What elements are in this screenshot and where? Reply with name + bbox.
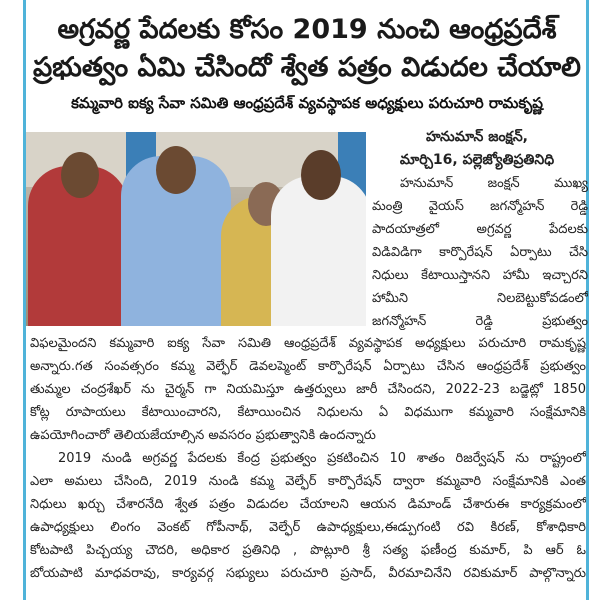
body-line: నిధులు ఖర్చు చేశారనేది శ్వేత పత్రం విడుదల చేయాలని ఆయన డిమాండ్ చేశారుఈ కార్యక్రమంలో [30, 497, 586, 512]
column-line: హామీని నిలబెట్టుకోవడంలో [372, 291, 588, 306]
column-line: విడివిడిగా కార్పొరేషన్ ఏర్పాటు చేసి [372, 245, 588, 260]
dateline-date: మార్చి16, పల్లెజ్యోతిప్రతినిధి [399, 152, 555, 168]
headline-line-1: అగ్రవర్ణ పేదలకు కోసం 2019 నుంచి ఆంధ్రప్రదేశ్ [57, 14, 557, 45]
body-line: కోట్ల రూపాయలు కేటాయించారని, కేటాయించిన నిధులను ఏ విధముగా కమ్మవారి సంక్షేమానికి [30, 405, 586, 420]
subheadline: కమ్మవారి ఐక్య సేవా సమితి ఆంధ్రప్రదేశ్ వ్యవస్థాపక అధ్యక్షులు పరుచూరి రామకృష్ణ [71, 94, 543, 112]
body-line: అన్నారు.గత సంవత్సరం కమ్మ వెల్ఫేర్ డెవలప్మెంట్ కార్పొరేషన్ ఏర్పాటు చేసిన ఆంధ్రప్రదేశ్ ప్రభుత్వం [30, 359, 586, 374]
article-body [30, 332, 586, 585]
news-photo [26, 132, 366, 326]
body-line: ఉపాధ్యక్షులు లింగం వెంకట్ గోపీనాథ్, వెల్ఫేర్ ఉపాధ్యక్షులు,ఈడ్పుగంటి రవి కిరణ్, కోశాధికారి [30, 520, 586, 535]
dateline-place: హనుమాన్ జంక్షన్, [426, 129, 528, 145]
body-line: బోయపాటి మాధవరావు, కార్యవర్గ సభ్యులు పరుచూరి ప్రసాద్, వీరమాచినేని రవికుమార్ పాల్గొన్నారు [30, 566, 586, 581]
column-line: పాదయాత్రలో అగ్రవర్ణ పేదలకు [372, 222, 588, 237]
body-line: ఎలా అమలు చేసింది, 2019 నుండి కమ్మ వెల్ఫేర్ కార్పొరేషన్ ద్వారా కమ్మవారి సంక్షేమానికి ఎంత [30, 474, 586, 489]
body-line: విఫలమైందని కమ్మవారి ఐక్య సేవా సమితి ఆంధ్రప్రదేశ్ వ్యవస్థాపక అధ్యక్షులు పరుచూరి రామకృష్ణ [30, 336, 586, 351]
column-line: జగన్మోహన్ రెడ్డి ప్రభుత్వం [372, 314, 588, 329]
column-line: నిధులు కేటాయిస్తానని హామీ ఇచ్చారని [372, 268, 588, 283]
body-line: ఉపయోగించారో తెలియజేయాల్సిన అవసరం ప్రభుత్వానికి ఉందన్నారు [30, 428, 376, 443]
column-line: మంత్రి వైయస్ జగన్మోహన్ రెడ్డి [372, 199, 588, 214]
body-line: 2019 నుండి అగ్రవర్ణ పేదలకు కేంద్ర ప్రభుత్వం ప్రకటించిన 10 శాతం రిజర్వేషన్ ను రాష్ట్రంలో [58, 451, 586, 466]
body-line: తుమ్మల చంద్రశేఖర్ ను చైర్మన్ గా నియమిస్తూ ఉత్తర్వులు జారీ చేసిందని, 2022-23 బడ్జెట్లో 1850 [30, 382, 586, 397]
side-column [372, 172, 588, 333]
column-line: హనుమాన్ జంక్షన్ ముఖ్య [400, 176, 588, 191]
headline-line-2: ప్రభుత్వం ఏమి చేసిందో శ్వేత పత్రం విడుదల చేయాలి [33, 52, 581, 83]
body-line: కోటపాటి పిచ్చయ్య చౌదరి, అధికార ప్రతినిధి , పొట్లూరి శ్రీ సత్య ఫణీంద్ర కుమార్, పి ఆర్ ఓ [30, 543, 586, 558]
